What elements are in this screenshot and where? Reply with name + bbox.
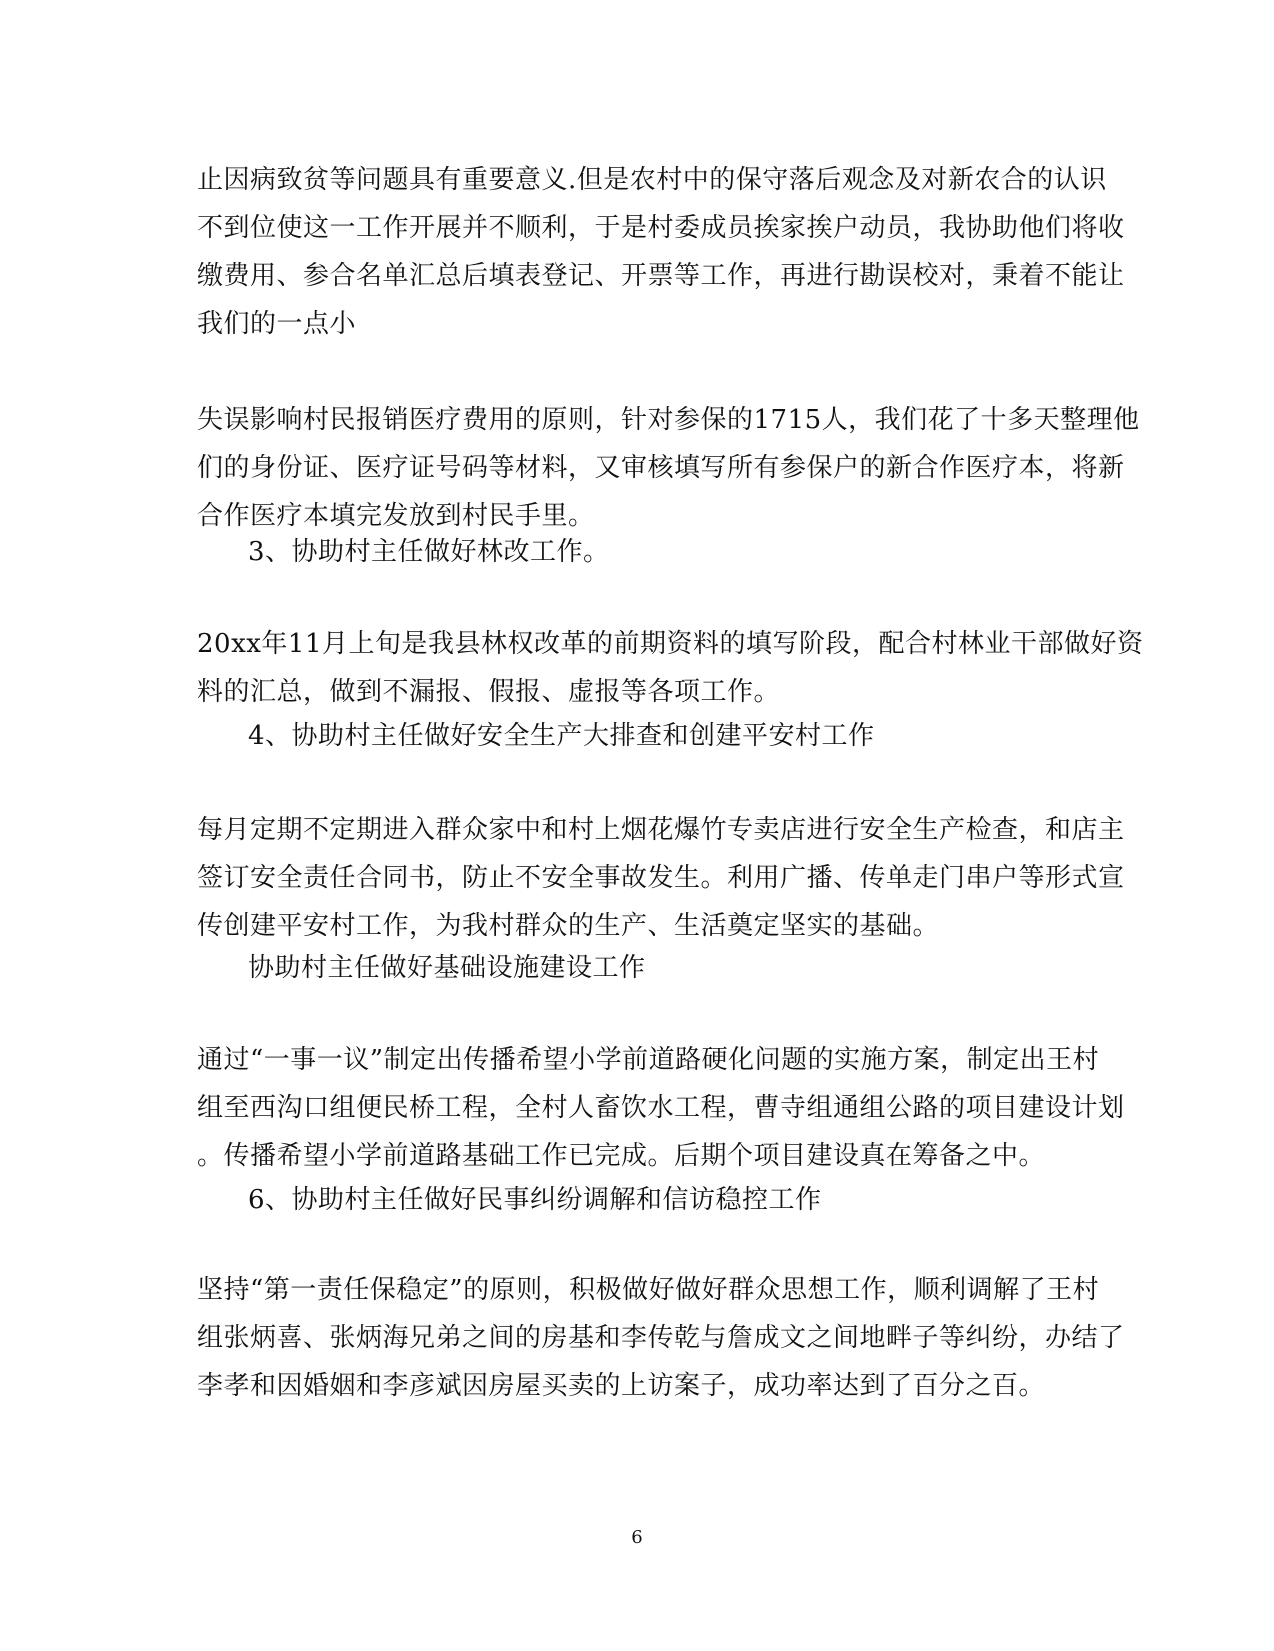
paragraph — [197, 396, 1140, 540]
text-line: 组至西沟口组便民桥工程，全村人畜饮水工程，曹寺组通组公路的项目建设计划 — [197, 1093, 1125, 1123]
text-line: 签订安全责任合同书，防止不安全事故发生。利用广播、传单走门串户等形式宣 — [197, 863, 1125, 893]
text-line: 合作医疗本填完发放到村民手里。 — [197, 501, 595, 531]
text-line: 止因病致贫等问题具有重要意义.但是农村中的保守落后观念及对新农合的认识 — [197, 165, 1107, 195]
text-line: 通过“一事一议”制定出传播希望小学前道路硬化问题的实施方案，制定出王村 — [197, 1045, 1100, 1075]
paragraph — [197, 620, 1144, 716]
text-line: 。传播希望小学前道路基础工作已完成。后期个项目建设真在筹备之中。 — [197, 1141, 1046, 1171]
paragraph — [197, 806, 1125, 950]
page-number: 6 — [631, 1527, 643, 1548]
text-line: 传创建平安村工作，为我村群众的生产、生活奠定坚实的基础。 — [197, 911, 940, 941]
text-line: 料的汇总，做到不漏报、假报、虚报等各项工作。 — [197, 677, 781, 707]
text-line: 不到位使这一工作开展并不顺利，于是村委成员挨家挨户动员，我协助他们将收 — [197, 213, 1125, 243]
paragraph — [197, 1036, 1125, 1180]
text-line: 每月定期不定期进入群众家中和村上烟花爆竹专卖店进行安全生产检查，和店主 — [197, 815, 1125, 845]
text-line: 们的身份证、医疗证号码等材料，又审核填写所有参保户的新合作医疗本，将新 — [197, 453, 1125, 483]
section-heading: 3、协助村主任做好林改工作。 — [248, 537, 610, 567]
section-heading: 协助村主任做好基础设施建设工作 — [248, 953, 646, 983]
text-line: 我们的一点小 — [197, 309, 357, 339]
text-line: 组张炳喜、张炳海兄弟之间的房基和李传乾与詹成文之间地畔子等纠纷，办结了 — [197, 1323, 1125, 1353]
text-line: 失误影响村民报销医疗费用的原则，针对参保的1715人，我们花了十多天整理他 — [197, 405, 1140, 435]
text-line: 20xx年11月上旬是我县林权改革的前期资料的填写阶段，配合村林业干部做好资 — [197, 629, 1144, 659]
text-line: 李孝和因婚姻和李彦斌因房屋买卖的上访案子，成功率达到了百分之百。 — [197, 1371, 1046, 1401]
section-heading: 6、协助村主任做好民事纠纷调解和信访稳控工作 — [248, 1185, 822, 1215]
paragraph — [197, 156, 1125, 348]
section-heading: 4、协助村主任做好安全生产大排查和创建平安村工作 — [248, 721, 875, 751]
text-line: 坚持“第一责任保稳定”的原则，积极做好做好群众思想工作，顺利调解了王村 — [197, 1275, 1100, 1305]
paragraph — [197, 1266, 1125, 1410]
text-line: 缴费用、参合名单汇总后填表登记、开票等工作，再进行勘误校对，秉着不能让 — [197, 261, 1125, 291]
